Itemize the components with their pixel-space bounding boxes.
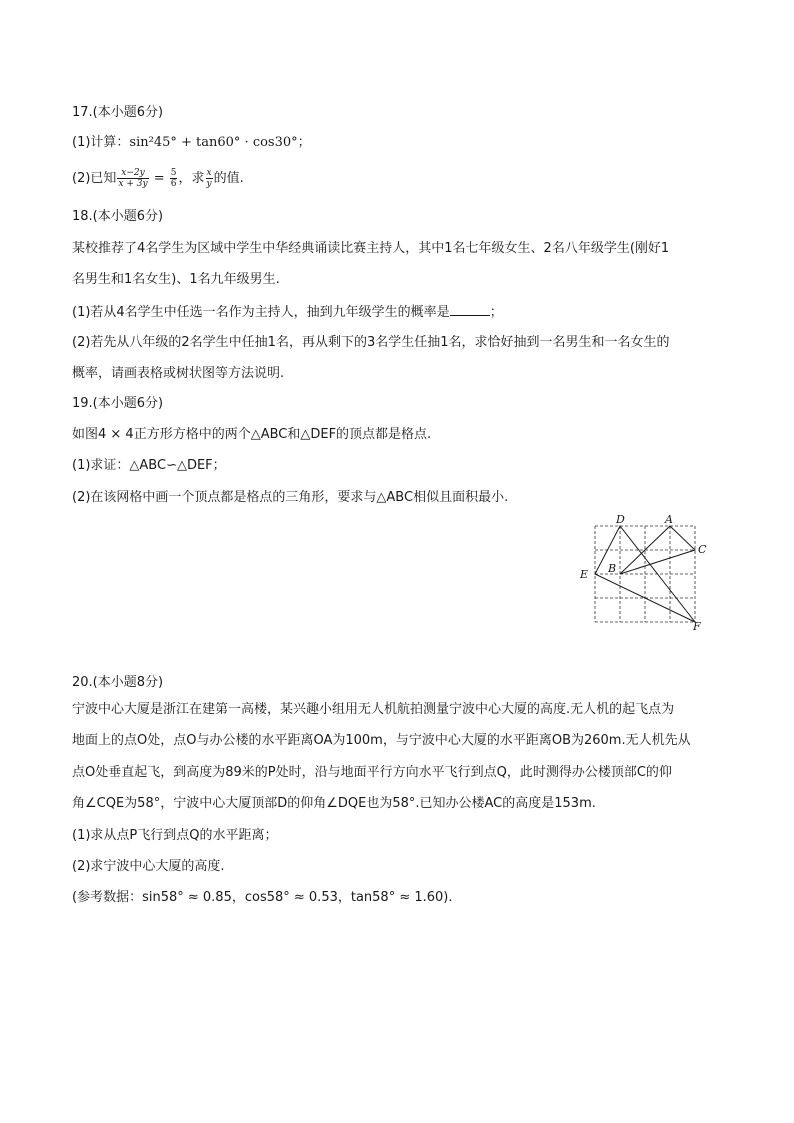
label-f: F	[693, 620, 701, 632]
q17-part2-mid: ，求	[178, 171, 205, 186]
label-e: E	[580, 568, 589, 581]
q20-line3: 点O处垂直起飞，到高度为89米的P处时，沿与地面平行方向水平飞行到点Q，此时测得办公楼顶部C的仰	[72, 765, 672, 780]
q17-given-denominator: x + 3y	[118, 179, 148, 189]
q18-answer-blank	[450, 303, 490, 316]
q17-equals: =	[149, 171, 169, 186]
q17-header: 17.(本小题6分)	[72, 105, 164, 120]
q18-intro-line1: 某校推荐了4名学生为区域中学生中华经典诵读比赛主持人，其中1名七年级女生、2名八年级学生(刚好1	[72, 241, 670, 256]
q19-header: 19.(本小题6分)	[72, 396, 164, 411]
q20-part2: (2)求宁波中心大厦的高度.	[72, 859, 225, 874]
label-d: D	[616, 513, 625, 526]
q18-part2-line1: (2)若先从八年级的2名学生中任抽1名，再从剩下的3名学生任抽1名，求恰好抽到一名男生和一名女生的	[72, 335, 670, 350]
q18-part2-line2: 概率，请画表格或树状图等方法说明.	[72, 366, 285, 381]
q19-grid-figure	[576, 512, 716, 632]
q20-part1: (1)求从点P飞行到点Q的水平距离；	[72, 828, 278, 843]
q18-part1	[72, 303, 503, 322]
q17-part2-suffix: 的值.	[213, 171, 244, 186]
q19-part2: (2)在该网格中画一个顶点都是格点的三角形，要求与△ABC相似且面积最小.	[72, 490, 509, 505]
q17-ask-fraction	[206, 168, 213, 189]
q17-part1	[72, 134, 311, 152]
q19-intro: 如图4 × 4正方形方格中的两个△ABC和△DEF的顶点都是格点.	[72, 427, 432, 442]
q18-part1-end: ；	[489, 305, 503, 320]
q18-part1-text: (1)若从4名学生中任选一名作为主持人，抽到九年级学生的概率是	[72, 305, 450, 320]
q17-part2-prefix: (2)已知	[72, 171, 117, 186]
q17-part2	[72, 168, 244, 189]
q17-given-fraction	[117, 168, 148, 189]
q17-ask-denominator: y	[206, 179, 212, 189]
q17-rhs-numerator: 5	[170, 168, 177, 178]
label-c: C	[698, 543, 707, 556]
q18-header: 18.(本小题6分)	[72, 209, 164, 224]
q17-rhs-denominator: 6	[170, 179, 177, 189]
q20-line4: 角∠CQE为58°，宁波中心大厦顶部D的仰角∠DQE也为58°.已知办公楼AC的高度是153m.	[72, 796, 596, 811]
q17-part1-prefix: (1)计算：	[72, 135, 130, 150]
q19-part1: (1)求证：△ABC∽△DEF；	[72, 458, 226, 473]
q18-intro-line2: 名男生和1名女生)、1名九年级男生.	[72, 272, 280, 287]
q17-ask-numerator: x	[206, 168, 212, 178]
q20-line2: 地面上的点O处，点O与办公楼的水平距离OA为100m，与宁波中心大厦的水平距离OB为260m.无人机先从	[72, 733, 691, 748]
q20-reference-data: (参考数据：sin58° ≈ 0.85，cos58° ≈ 0.53，tan58° ≈ 1.60).	[72, 890, 453, 905]
q17-part1-expression: sin²45° + tan60° · cos30°；	[129, 135, 311, 150]
q17-rhs-fraction	[170, 168, 178, 189]
q20-line1: 宁波中心大厦是浙江在建第一高楼，某兴趣小组用无人机航拍测量宁波中心大厦的高度.无人机的起飞点为	[72, 702, 675, 717]
label-a: A	[665, 513, 673, 526]
q17-given-numerator: x−2y	[117, 168, 148, 179]
q20-header: 20.(本小题8分)	[72, 675, 164, 690]
label-b: B	[608, 562, 617, 575]
